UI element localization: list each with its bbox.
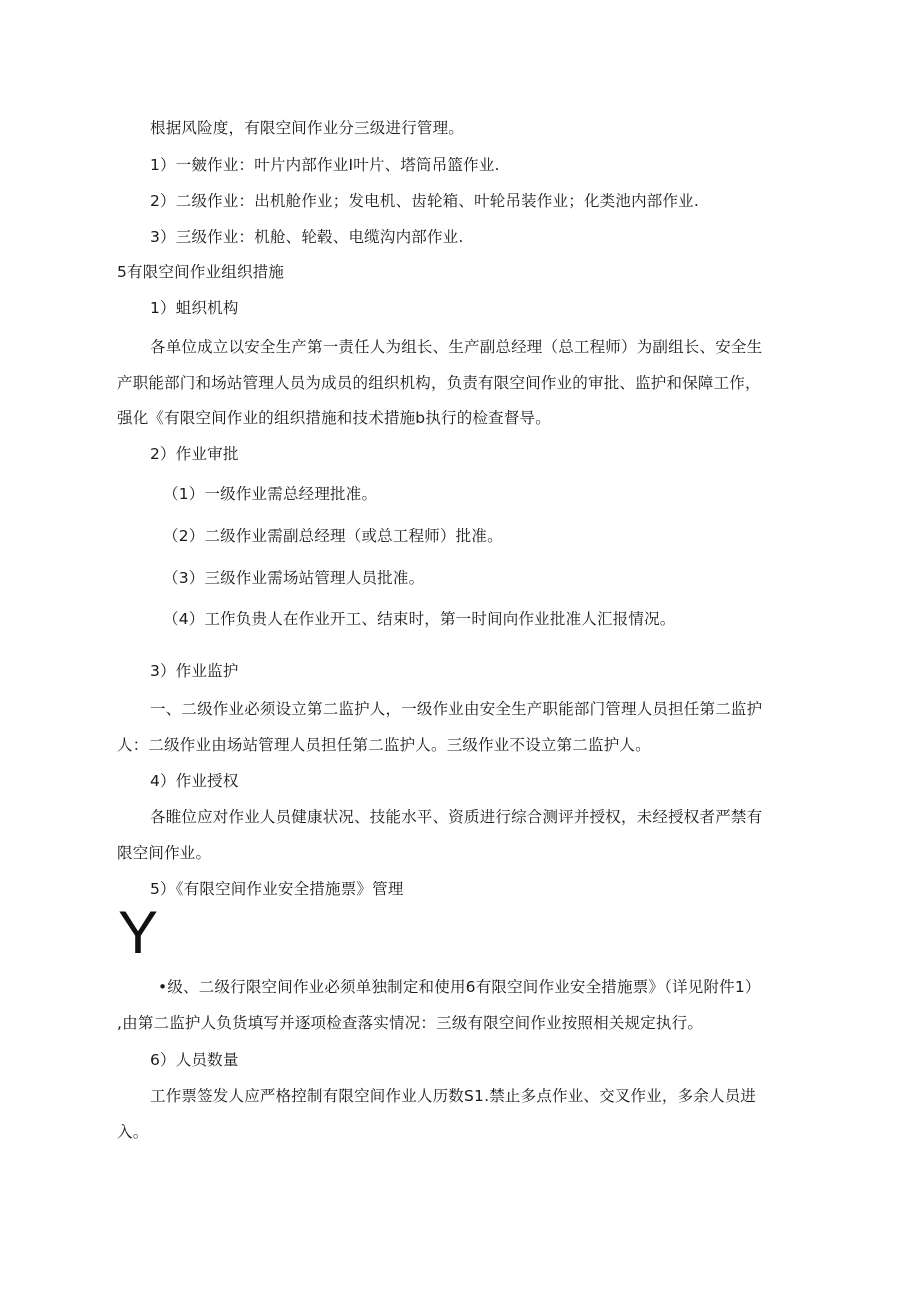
approval-item-1: （1）一级作业需总经理批准。 xyxy=(163,485,378,503)
stray-glyph: Y xyxy=(118,899,159,966)
paragraph-organization-line2: 产职能部门和场站管理人员为成员的组织机构，负责有限空间作业的审批、监护和保障工作， xyxy=(117,374,761,392)
paragraph-ticket-line2: ,由第二监护人负货填写并逐项检查落实情况：三级有限空间作业按照相关规定执行。 xyxy=(117,1014,704,1032)
approval-item-2: （2）二级作业需副总经理（或总工程师）批准。 xyxy=(163,527,503,545)
subheading-personnel-count: 6）人员数量 xyxy=(150,1051,239,1069)
paragraph-organization-line3: 强化《有限空间作业的组织措施和技术措施b执行的检查督导。 xyxy=(117,409,551,427)
paragraph-personnel-line2: 入。 xyxy=(117,1123,149,1141)
paragraph-supervision-line1: 一、二级作业必须设立第二监护人，一级作业由安全生产职能部门管理人员担任第二监护 xyxy=(150,700,763,718)
level3-work-item: 3）三级作业：机舱、轮毂、电缆沟内部作业. xyxy=(150,228,464,246)
subheading-approval: 2）作业审批 xyxy=(150,445,239,463)
level2-work-item: 2）二级作业：出机舱作业；发电机、齿轮箱、叶轮吊装作业；化类池内部作业. xyxy=(150,192,699,210)
approval-item-3: （3）三级作业需场站管理人员批准。 xyxy=(163,569,425,587)
section-heading-organization: 5有限空间作业组织措施 xyxy=(117,263,285,281)
paragraph-ticket-line1: •级、二级行限空间作业必须单独制定和使用6有限空间作业安全措施票》（详见附件1） xyxy=(158,978,761,996)
subheading-authorization: 4）作业授权 xyxy=(150,772,239,790)
subheading-ticket-management: 5）《有限空间作业安全措施票》管理 xyxy=(150,880,404,898)
paragraph-personnel-line1: 工作票签发人应严格控制有限空间作业人历数S1.禁止多点作业、交叉作业，多余人员进 xyxy=(150,1087,757,1105)
risk-level-intro: 根据风险度，有限空间作业分三级进行管理。 xyxy=(150,119,465,137)
paragraph-supervision-line2: 人：二级作业由场站管理人员担任第二监护人。三级作业不设立第二监护人。 xyxy=(117,736,651,754)
paragraph-authorization-line1: 各睢位应对作业人员健康状况、技能水平、资质进行综合测评并授权，未经授权者严禁有 xyxy=(150,808,763,826)
paragraph-organization-line1: 各单位成立以安全生产第一责任人为组长、生产副总经理（总工程师）为副组长、安全生 xyxy=(150,338,763,356)
subheading-organization: 1）蛆织机构 xyxy=(150,299,239,317)
approval-item-4: （4）工作负贵人在作业开工、结束时，第一时间向作业批准人汇报情况。 xyxy=(163,610,676,628)
subheading-supervision: 3）作业监护 xyxy=(150,662,239,680)
level1-work-item: 1）一皴作业：叶片内部作业I叶片、塔筒吊篮作业. xyxy=(150,156,500,174)
paragraph-authorization-line2: 限空间作业。 xyxy=(117,844,212,862)
